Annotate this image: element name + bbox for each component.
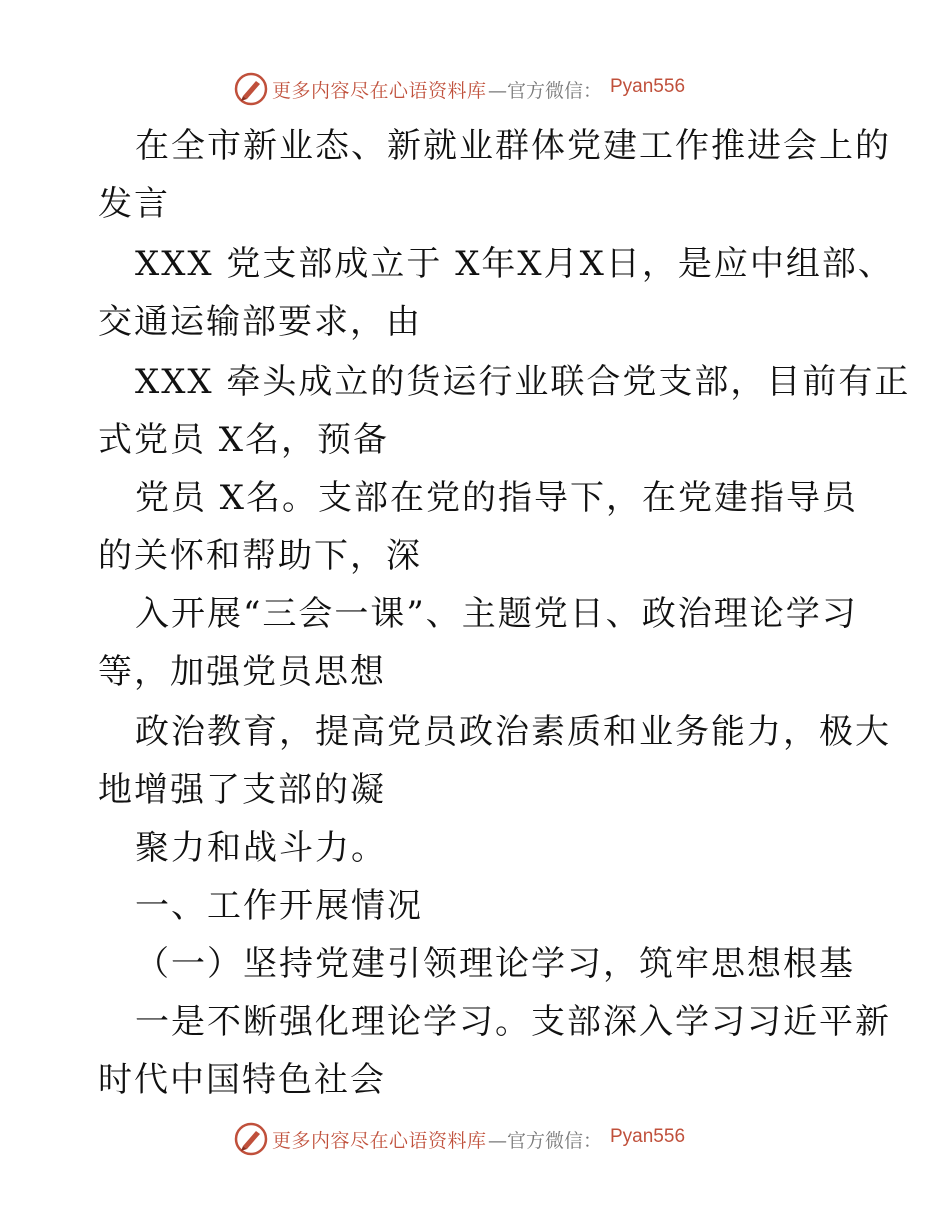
- paragraph-line: 的关怀和帮助下，深: [98, 536, 422, 576]
- subsection-heading: （一）坚持党建引领理论学习，筑牢思想根基: [135, 944, 855, 984]
- section-heading: 一、工作开展情况: [135, 886, 423, 926]
- pen-logo-icon: [234, 1122, 268, 1156]
- header-banner: [0, 70, 950, 110]
- pen-logo-icon: [234, 72, 268, 106]
- paragraph-line: 党员 X名。支部在党的指导下，在党建指导员: [135, 478, 859, 518]
- paragraph-line: 一是不断强化理论学习。支部深入学习习近平新: [135, 1002, 891, 1042]
- paragraph-line: 时代中国特色社会: [98, 1060, 386, 1100]
- promo-text: 更多内容尽在心语资料库: [272, 80, 487, 102]
- wechat-id: Pyan556: [610, 76, 686, 97]
- paragraph-line: 入开展“三会一课”、主题党日、政治理论学习: [135, 594, 858, 634]
- paragraph-line: 地增强了支部的凝: [98, 770, 386, 810]
- paragraph-line: 政治教育，提高党员政治素质和业务能力，极大: [135, 712, 891, 752]
- paragraph-line: XXX 牵头成立的货运行业联合党支部，目前有正: [135, 362, 911, 402]
- paragraph-line: 式党员 X名，预备: [98, 420, 390, 460]
- footer-banner: [0, 1120, 950, 1160]
- wechat-id: Pyan556: [610, 1126, 686, 1147]
- title-line-2: 发言: [98, 184, 170, 224]
- promo-separator: —官方微信：: [488, 1130, 603, 1152]
- promo-separator: —官方微信：: [488, 80, 603, 102]
- paragraph-line: 聚力和战斗力。: [135, 828, 387, 868]
- paragraph-line: XXX 党支部成立于 X年X月X日，是应中组部、: [135, 244, 894, 284]
- promo-text: 更多内容尽在心语资料库: [272, 1130, 487, 1152]
- paragraph-line: 交通运输部要求，由: [98, 302, 422, 342]
- paragraph-line: 等，加强党员思想: [98, 652, 386, 692]
- title-line-1: 在全市新业态、新就业群体党建工作推进会上的: [135, 126, 891, 166]
